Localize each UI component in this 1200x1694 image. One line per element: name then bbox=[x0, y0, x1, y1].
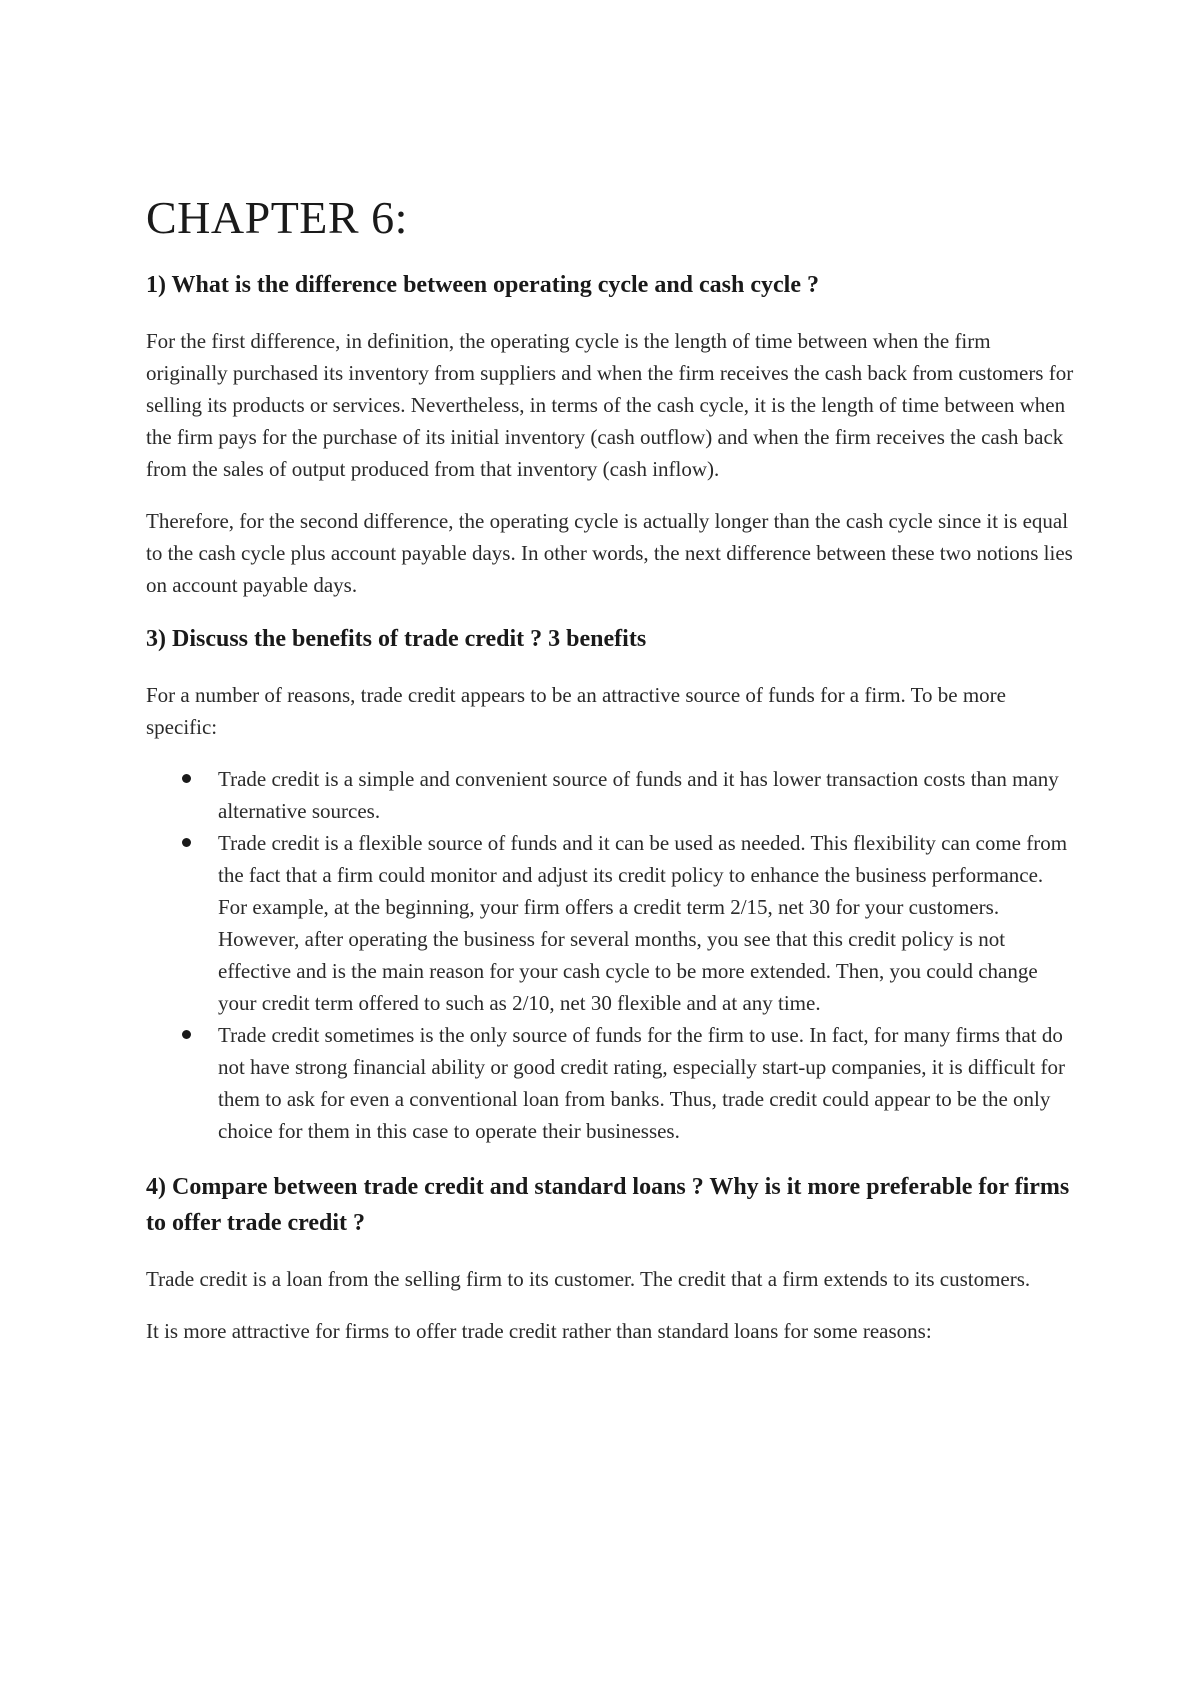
list-item-text: Trade credit is a flexible source of funds and it can be used as needed. This flexibility can come from the fact that a firm could monitor and adjust its credit policy to enhance the business performance. For example, at the beginning, your firm offers a credit term 2/15, net 30 for your customers. However, after operating the business for several months, you see that this credit policy is not effective and is the main reason for your cash cycle to be more extended. Then, you could change your credit term offered to such as 2/10, net 30 flexible and at any time. bbox=[218, 831, 1068, 1016]
list-item-text: Trade credit sometimes is the only source of funds for the firm to use. In fact, for many firms that do not have strong financial ability or good credit rating, especially start-up companies, it is difficult for them to ask for even a conventional loan from banks. Thus, trade credit could appear to be the only choice for them in this case to operate their businesses. bbox=[218, 1023, 1065, 1144]
list-item bbox=[146, 763, 1076, 827]
benefits-list bbox=[146, 763, 1076, 1147]
bullet-icon bbox=[182, 774, 191, 783]
list-item-text: Trade credit is a simple and convenient source of funds and it has lower transaction costs than many alternative sources. bbox=[218, 767, 1059, 824]
chapter-title: CHAPTER 6: bbox=[146, 192, 408, 243]
section-1-heading: 1) What is the difference between operating cycle and cash cycle ? bbox=[146, 272, 819, 299]
section-4-paragraph-1: Trade credit is a loan from the selling firm to its customer. The credit that a firm extends to its customers. bbox=[146, 1267, 1031, 1292]
section-1-paragraph-1: For the first difference, in definition, the operating cycle is the length of time between when the firm originally purchased its inventory from suppliers and when the firm receives the cash back from customers for selling its products or services. Nevertheless, in terms of the cash cycle, it is the length of time between when the firm pays for the purchase of its initial inventory (cash outflow) and when the firm receives the cash back from the sales of output produced from that inventory (cash inflow). bbox=[146, 329, 1074, 482]
bullet-icon bbox=[182, 838, 191, 847]
section-4-paragraph-2: It is more attractive for firms to offer trade credit rather than standard loans for some reasons: bbox=[146, 1319, 932, 1344]
section-3-intro: For a number of reasons, trade credit appears to be an attractive source of funds for a firm. To be more specific: bbox=[146, 683, 1006, 740]
bullet-icon bbox=[182, 1030, 191, 1039]
list-item bbox=[146, 827, 1076, 1019]
list-item bbox=[146, 1019, 1076, 1147]
document-page bbox=[146, 190, 1076, 1367]
section-3-heading: 3) Discuss the benefits of trade credit ? 3 benefits bbox=[146, 626, 647, 653]
section-1-paragraph-2: Therefore, for the second difference, the operating cycle is actually longer than the cash cycle since it is equal to the cash cycle plus account payable days. In other words, the next difference between these two notions lies on account payable days. bbox=[146, 509, 1073, 598]
section-4-heading: 4) Compare between trade credit and standard loans ? Why is it more preferable for firms to offer trade credit ? bbox=[146, 1174, 1070, 1237]
